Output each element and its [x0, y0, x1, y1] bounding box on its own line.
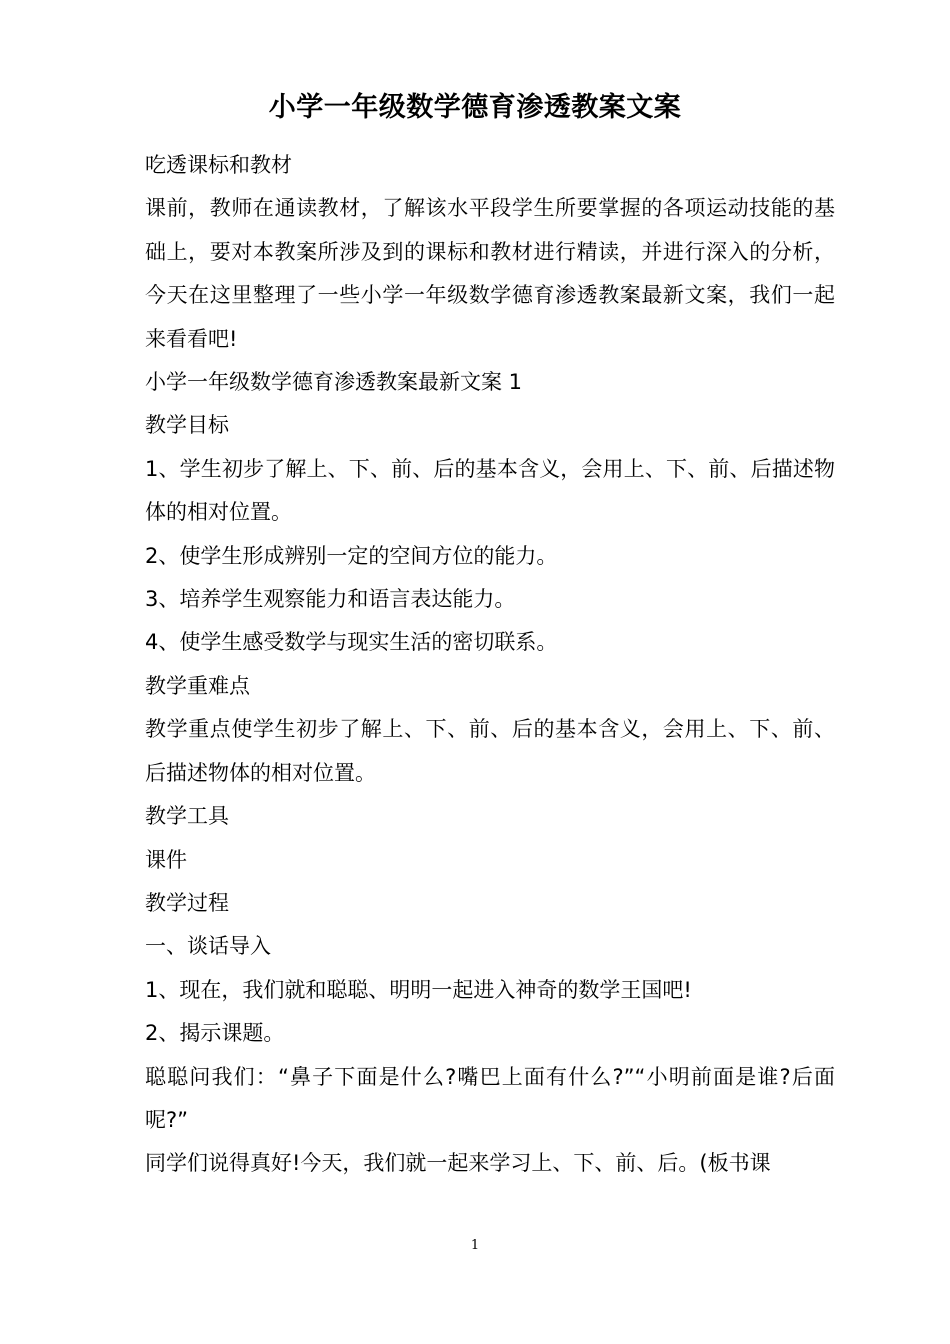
process-item-2: 2、揭示课题。 [145, 1021, 285, 1046]
page-number: 1 [470, 1238, 480, 1253]
goal-item-3: 3、培养学生观察能力和语言表达能力。 [145, 587, 516, 612]
document-title: 小学一年级数学德育渗透教案文案 [268, 92, 682, 123]
key-points-paragraph: 教学重点使学生初步了解上、下、前、后的基本含义，会用上、下、前、后描述物体的相对位置。 [145, 717, 835, 785]
process-step-heading: 一、谈话导入 [145, 934, 271, 959]
section-heading-key-points: 教学重难点 [145, 673, 250, 698]
tools-paragraph: 课件 [145, 847, 187, 872]
section-heading-tools: 教学工具 [145, 804, 229, 829]
section-heading-goals: 教学目标 [145, 413, 229, 438]
closing-paragraph: 同学们说得真好!今天，我们就一起来学习上、下、前、后。(板书课 [145, 1151, 771, 1176]
dialogue-paragraph: 聪聪问我们：“鼻子下面是什么?嘴巴上面有什么?”“小明前面是谁?后面呢?” [145, 1064, 835, 1132]
document-body [145, 144, 835, 1186]
process-item-1: 1、现在，我们就和聪聪、明明一起进入神奇的数学王国吧! [145, 977, 692, 1002]
goal-item-2: 2、使学生形成辨别一定的空间方位的能力。 [145, 543, 558, 568]
section-heading-study: 吃透课标和教材 [145, 153, 292, 177]
section-heading-process: 教学过程 [145, 890, 229, 915]
intro-paragraph: 课前，教师在通读教材，了解该水平段学生所要掌握的各项运动技能的基础上，要对本教案所涉及到的课标和教材进行精读，并进行深入的分析，今天在这里整理了一些小学一年级数学德育渗透教案最新文案，我们一起来看看吧! [145, 196, 835, 351]
article-heading: 小学一年级数学德育渗透教案最新文案 1 [145, 370, 523, 395]
goal-item-4: 4、使学生感受数学与现实生活的密切联系。 [145, 630, 558, 655]
goal-item-1: 1、学生初步了解上、下、前、后的基本含义，会用上、下、前、后描述物体的相对位置。 [145, 456, 835, 525]
